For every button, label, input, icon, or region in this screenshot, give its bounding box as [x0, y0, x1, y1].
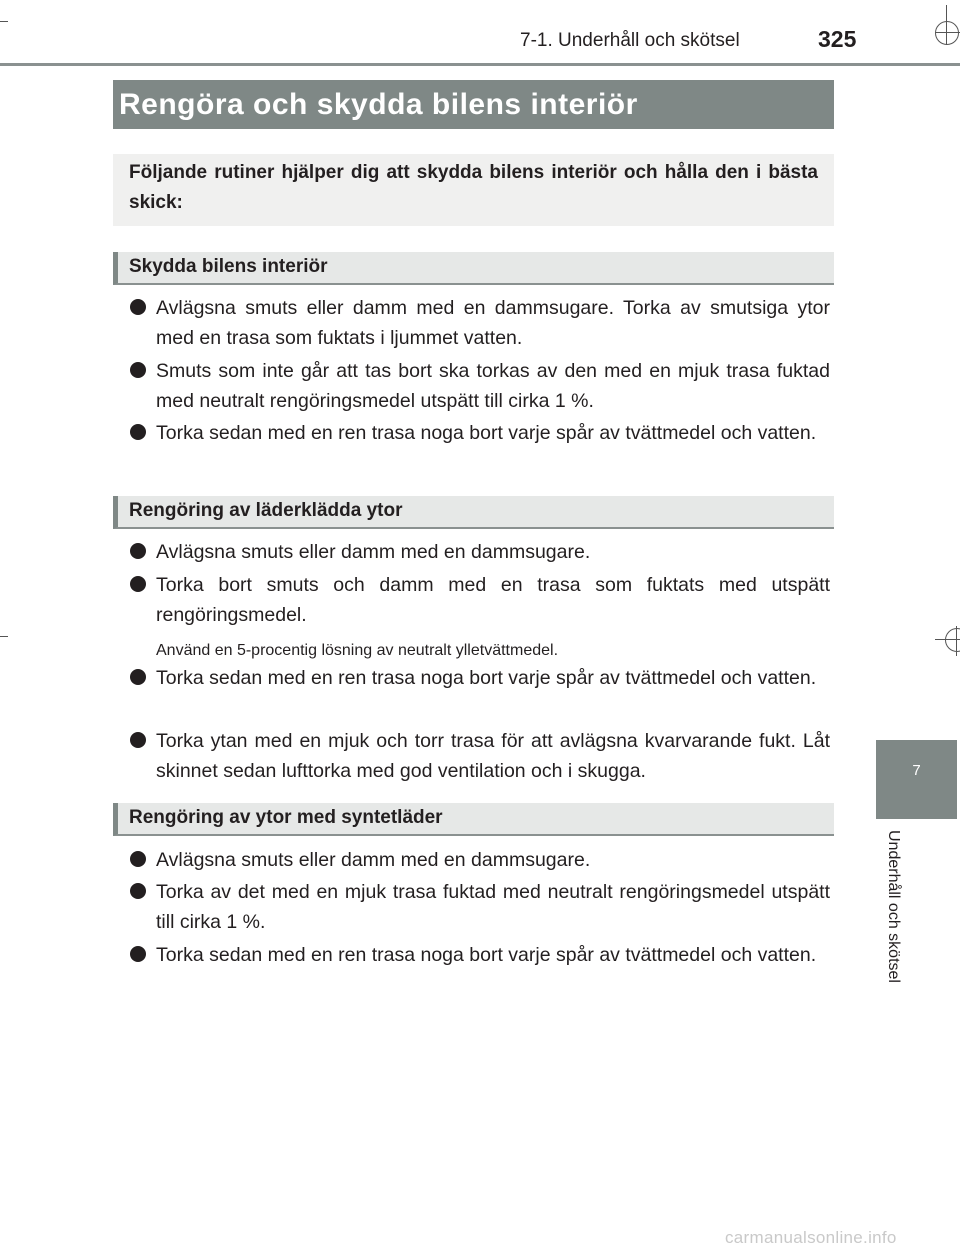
section-heading: [113, 252, 834, 285]
page-title: Rengöra och skydda bilens interiör: [119, 88, 638, 121]
list-item: [130, 418, 830, 448]
list-item: [130, 845, 830, 875]
bullet-icon: [130, 851, 146, 867]
chapter-tab: [876, 740, 957, 819]
chapter-number: 7: [912, 762, 921, 779]
page-number: 325: [818, 26, 857, 52]
bullet-icon: [130, 669, 146, 685]
list-item: [130, 356, 830, 416]
watermark: carmanualsonline.info: [725, 1228, 897, 1247]
registration-mark: [945, 628, 960, 652]
list-item-text: Avlägsna smuts eller damm med en dammsugare. Torka av smutsiga ytor med en trasa som fuktats i ljummet vatten.: [156, 297, 830, 349]
list-item-text: Avlägsna smuts eller damm med en dammsugare.: [156, 849, 591, 871]
page-title-bar: [113, 80, 834, 129]
bullet-icon: [130, 362, 146, 378]
list-item-text: Torka sedan med en ren trasa noga bort varje spår av tvättmedel och vatten.: [156, 422, 817, 444]
bullet-icon: [130, 299, 146, 315]
list-item-text: Avlägsna smuts eller damm med en dammsugare.: [156, 541, 591, 563]
header-rule: [0, 63, 960, 66]
list-item: [130, 537, 830, 567]
note-text: Använd en 5-procentig lösning av neutralt ylletvättmedel.: [156, 642, 559, 659]
section-heading-text: Rengöring av läderklädda ytor: [129, 500, 403, 521]
section-heading-text: Rengöring av ytor med syntetläder: [129, 807, 443, 828]
bullet-icon: [130, 543, 146, 559]
list-item: [130, 293, 830, 353]
list-item: [130, 940, 830, 970]
bullet-icon: [130, 424, 146, 440]
chapter-tab-label: Underhåll och skötsel: [885, 830, 902, 983]
list-item: [130, 570, 830, 630]
intro-text: Följande rutiner hjälper dig att skydda bilens interiör och hålla den i bästa skick:: [129, 162, 818, 213]
running-header-section: 7-1. Underhåll och skötsel: [520, 30, 740, 51]
list-item-text: Torka sedan med en ren trasa noga bort varje spår av tvättmedel och vatten.: [156, 667, 817, 689]
list-item-text: Smuts som inte går att tas bort ska torkas av den med en mjuk trasa fuktad med neutralt rengöringsmedel utspätt till cirka 1 %.: [156, 360, 830, 412]
list-item-text: Torka sedan med en ren trasa noga bort varje spår av tvättmedel och vatten.: [156, 944, 817, 966]
registration-mark: [935, 21, 959, 45]
list-item-text: Torka av det med en mjuk trasa fuktad med neutralt rengöringsmedel utspätt till cirka 1 %.: [156, 881, 830, 933]
bullet-icon: [130, 883, 146, 899]
bullet-icon: [130, 576, 146, 592]
section-heading: [113, 496, 834, 529]
section-heading-text: Skydda bilens interiör: [129, 256, 328, 277]
bullet-icon: [130, 946, 146, 962]
list-item-text: Torka ytan med en mjuk och torr trasa för att avlägsna kvarvarande fukt. Låt skinnet sedan lufttorka med god ventilation och i skugga.: [156, 730, 830, 782]
list-item: [130, 877, 830, 937]
list-item-text: Torka bort smuts och damm med en trasa som fuktats med utspätt rengöringsmedel.: [156, 574, 830, 626]
crop-mark: [0, 636, 8, 637]
section-heading: [113, 803, 834, 836]
list-item: [130, 663, 830, 693]
intro-box: [113, 154, 834, 226]
crop-mark: [0, 21, 8, 22]
list-item: [130, 726, 830, 786]
bullet-icon: [130, 732, 146, 748]
